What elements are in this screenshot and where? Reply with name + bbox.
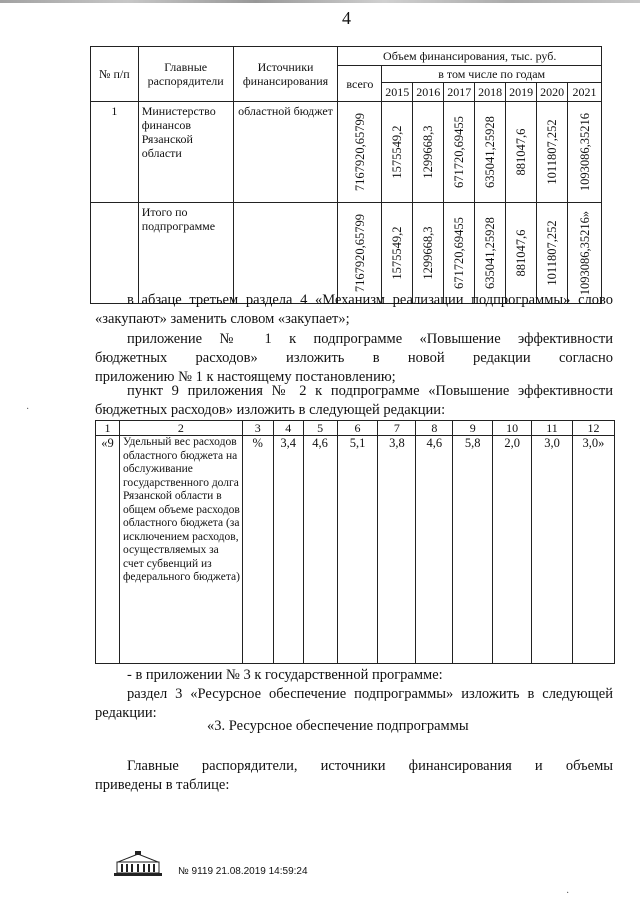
table-row (96, 436, 615, 664)
row-manager: Итого по подпрограмме (138, 203, 233, 304)
row-source (233, 203, 338, 304)
paragraph-1: в абзаце третьем раздела 4 «Механизм реализации подпрограммы» слово «закупают» заменить словом «закупает»; (95, 292, 613, 327)
government-building-icon (113, 851, 163, 877)
row-num: 1 (91, 102, 139, 203)
year-header: 2017 (444, 83, 475, 102)
year-header: 2016 (413, 83, 444, 102)
cell-value: 881047,6 (506, 102, 537, 203)
cell-value: 1093086,35216 (568, 102, 602, 203)
registration-number: № 9119 21.08.2019 14:59:24 (178, 866, 308, 877)
cell-value: 3,4 (273, 436, 303, 664)
paragraph-7: Главные распорядители, источники финансирования и объемы приведены в таблице: (95, 758, 613, 793)
year-header: 2021 (568, 83, 602, 102)
cell-value: 1575549,2 (382, 102, 413, 203)
section-heading: «3. Ресурсное обеспечение подпрограммы (207, 718, 469, 734)
col-header: 6 (337, 421, 378, 436)
col-header: 10 (493, 421, 532, 436)
year-header: 2018 (475, 83, 506, 102)
col-header: 12 (572, 421, 614, 436)
paragraph-3: пункт 9 приложения № 2 к подпрограмме «Повышение эффективности бюджетных расходов» изложить в следующей редакции: (95, 383, 613, 418)
table-row (91, 102, 602, 203)
header-num: № п/п (91, 47, 139, 102)
year-header: 2015 (382, 83, 413, 102)
year-header: 2020 (537, 83, 568, 102)
header-volume: Объем финансирования, тыс. руб. (338, 47, 602, 66)
scan-edge (0, 0, 640, 3)
cell-value: 3,0 (532, 436, 573, 664)
cell-value: 881047,6 (506, 203, 537, 304)
paragraph-5: раздел 3 «Ресурсное обеспечение подпрограммы» изложить в следующей редакции: (95, 686, 613, 721)
financing-table (90, 46, 602, 304)
scan-mark: · (566, 888, 570, 899)
row-num (91, 203, 139, 304)
cell-value: 635041,25928 (475, 102, 506, 203)
cell-value: 1011807,252 (537, 102, 568, 203)
cell-value: 1011807,252 (537, 203, 568, 304)
col-header: 4 (273, 421, 303, 436)
col-header: 3 (242, 421, 273, 436)
unit: % (242, 436, 273, 664)
cell-value: 5,8 (453, 436, 493, 664)
col-header: 1 (96, 421, 120, 436)
cell-value: 2,0 (493, 436, 532, 664)
paragraph-4: - в приложении № 3 к государственной программе: (127, 667, 443, 683)
col-header: 2 (119, 421, 242, 436)
col-header: 8 (416, 421, 453, 436)
header-total: всего (338, 66, 382, 102)
scan-mark: · (26, 404, 30, 415)
col-header: 7 (378, 421, 416, 436)
cell-value: 671720,69455 (444, 203, 475, 304)
indicator-name: Удельный вес расходов областного бюджета на обслуживание государственного долга Рязанской области в общем объеме расходов областного бюджета (за исключением расходов, осуществляемых за счет субвенций из федерального бюджета) (119, 436, 242, 664)
header-managers: Главные распорядители (138, 47, 233, 102)
row-manager: Министерство финансов Рязанской области (138, 102, 233, 203)
year-header: 2019 (506, 83, 537, 102)
indicator-table (95, 420, 615, 664)
cell-value: 3,0» (572, 436, 614, 664)
row-num: «9 (96, 436, 120, 664)
col-header: 11 (532, 421, 573, 436)
col-header: 9 (453, 421, 493, 436)
cell-value: 1575549,2 (382, 203, 413, 304)
cell-value: 635041,25928 (475, 203, 506, 304)
page-number: 4 (342, 8, 351, 28)
paragraph-2: приложение № 1 к подпрограмме «Повышение эффективности бюджетных расходов» изложить в новой редакции согласно приложению № 1 к настоящему постановлению; (95, 331, 613, 385)
cell-value: 4,6 (303, 436, 337, 664)
cell-total: 7167920,65799 (338, 203, 382, 304)
cell-value: 1299668,3 (413, 102, 444, 203)
cell-value: 4,6 (416, 436, 453, 664)
cell-value: 3,8 (378, 436, 416, 664)
row-source: областной бюджет (233, 102, 338, 203)
cell-value: 5,1 (337, 436, 378, 664)
table-row (91, 203, 602, 304)
cell-value: 671720,69455 (444, 102, 475, 203)
header-by-years: в том числе по годам (382, 66, 602, 83)
cell-value: 1093086,35216» (568, 203, 602, 304)
header-sources: Источники финансирования (233, 47, 338, 102)
cell-total: 7167920,65799 (338, 102, 382, 203)
cell-value: 1299668,3 (413, 203, 444, 304)
col-header: 5 (303, 421, 337, 436)
